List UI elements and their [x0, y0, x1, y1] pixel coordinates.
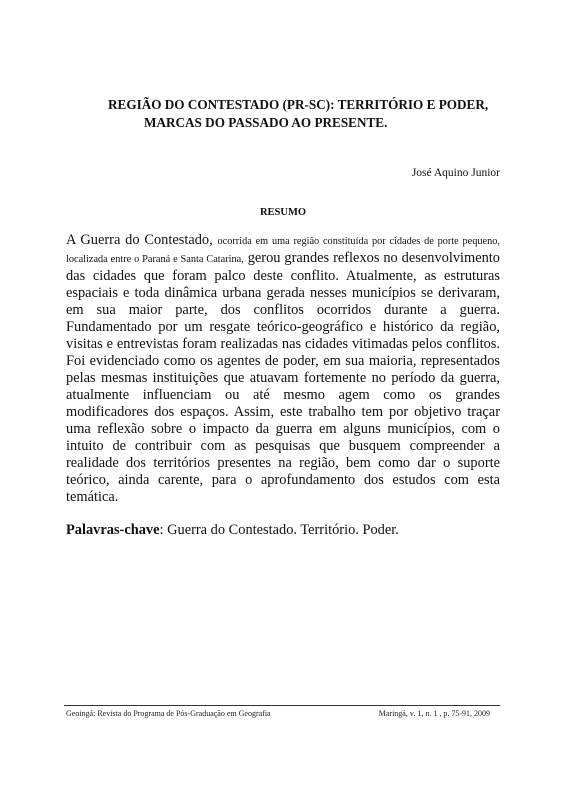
page-footer: [66, 709, 490, 718]
footer-divider: [64, 705, 500, 706]
paper-title-line-1: REGIÃO DO CONTESTADO (PR-SC): TERRITÓRIO E PODER,: [108, 97, 489, 112]
keywords: [66, 521, 500, 539]
abstract-heading: RESUMO: [259, 207, 307, 218]
abstract-text: [66, 232, 500, 506]
keywords-label: Palavras-chave: [66, 522, 160, 538]
footer-citation: Maringá, v. 1, n. 1 , p. 75-91, 2009: [378, 709, 490, 718]
footer-journal: Geoingá: Revista do Programa de Pós-Graduação em Geografia: [66, 709, 271, 718]
author-name: José Aquino Junior: [411, 167, 500, 179]
keywords-value: : Guerra do Contestado. Território. Poder.: [159, 522, 399, 538]
abstract-small-text: ocorrida em uma região constituída por cidades de porte pequeno, localizada entre o Paraná e Santa Catarina,: [66, 236, 500, 265]
abstract-body: gerou grandes reflexos no desenvolvimento das cidades que foram palco deste conflito. Atualmente, as estruturas espaciais e toda dinâmica urbana gerada nesses municípios se derivaram, em sua maior parte, dos conflitos ocorridos durante a guerra. Fundamentado por um resgate teórico-geográfico e histórico da região, visitas e entrevistas foram realizadas nas cidades vitimadas pelos conflitos. Foi evidenciado como os agentes de poder, em sua maioria, representados pelas mesmas instituições que atuavam fortemente no período da guerra, atualmente influenciam ou até mesmo agem como os grandes modificadores dos espaços. Assim, este trabalho tem por objetivo traçar uma reflexão sobre o impacto da guerra em alguns municípios, com o intuito de contribuir com as pesquisas que busquem compreender a realidade dos territórios presentes na região, bem como dar o suporte teórico, ainda carente, para o aprofundamento dos estudos com esta temática.: [66, 250, 500, 505]
paper-title: [60, 96, 520, 132]
abstract-lead: A Guerra do Contestado,: [66, 232, 213, 248]
paper-title-line-2: MARCAS DO PASSADO AO PRESENTE.: [144, 115, 388, 130]
